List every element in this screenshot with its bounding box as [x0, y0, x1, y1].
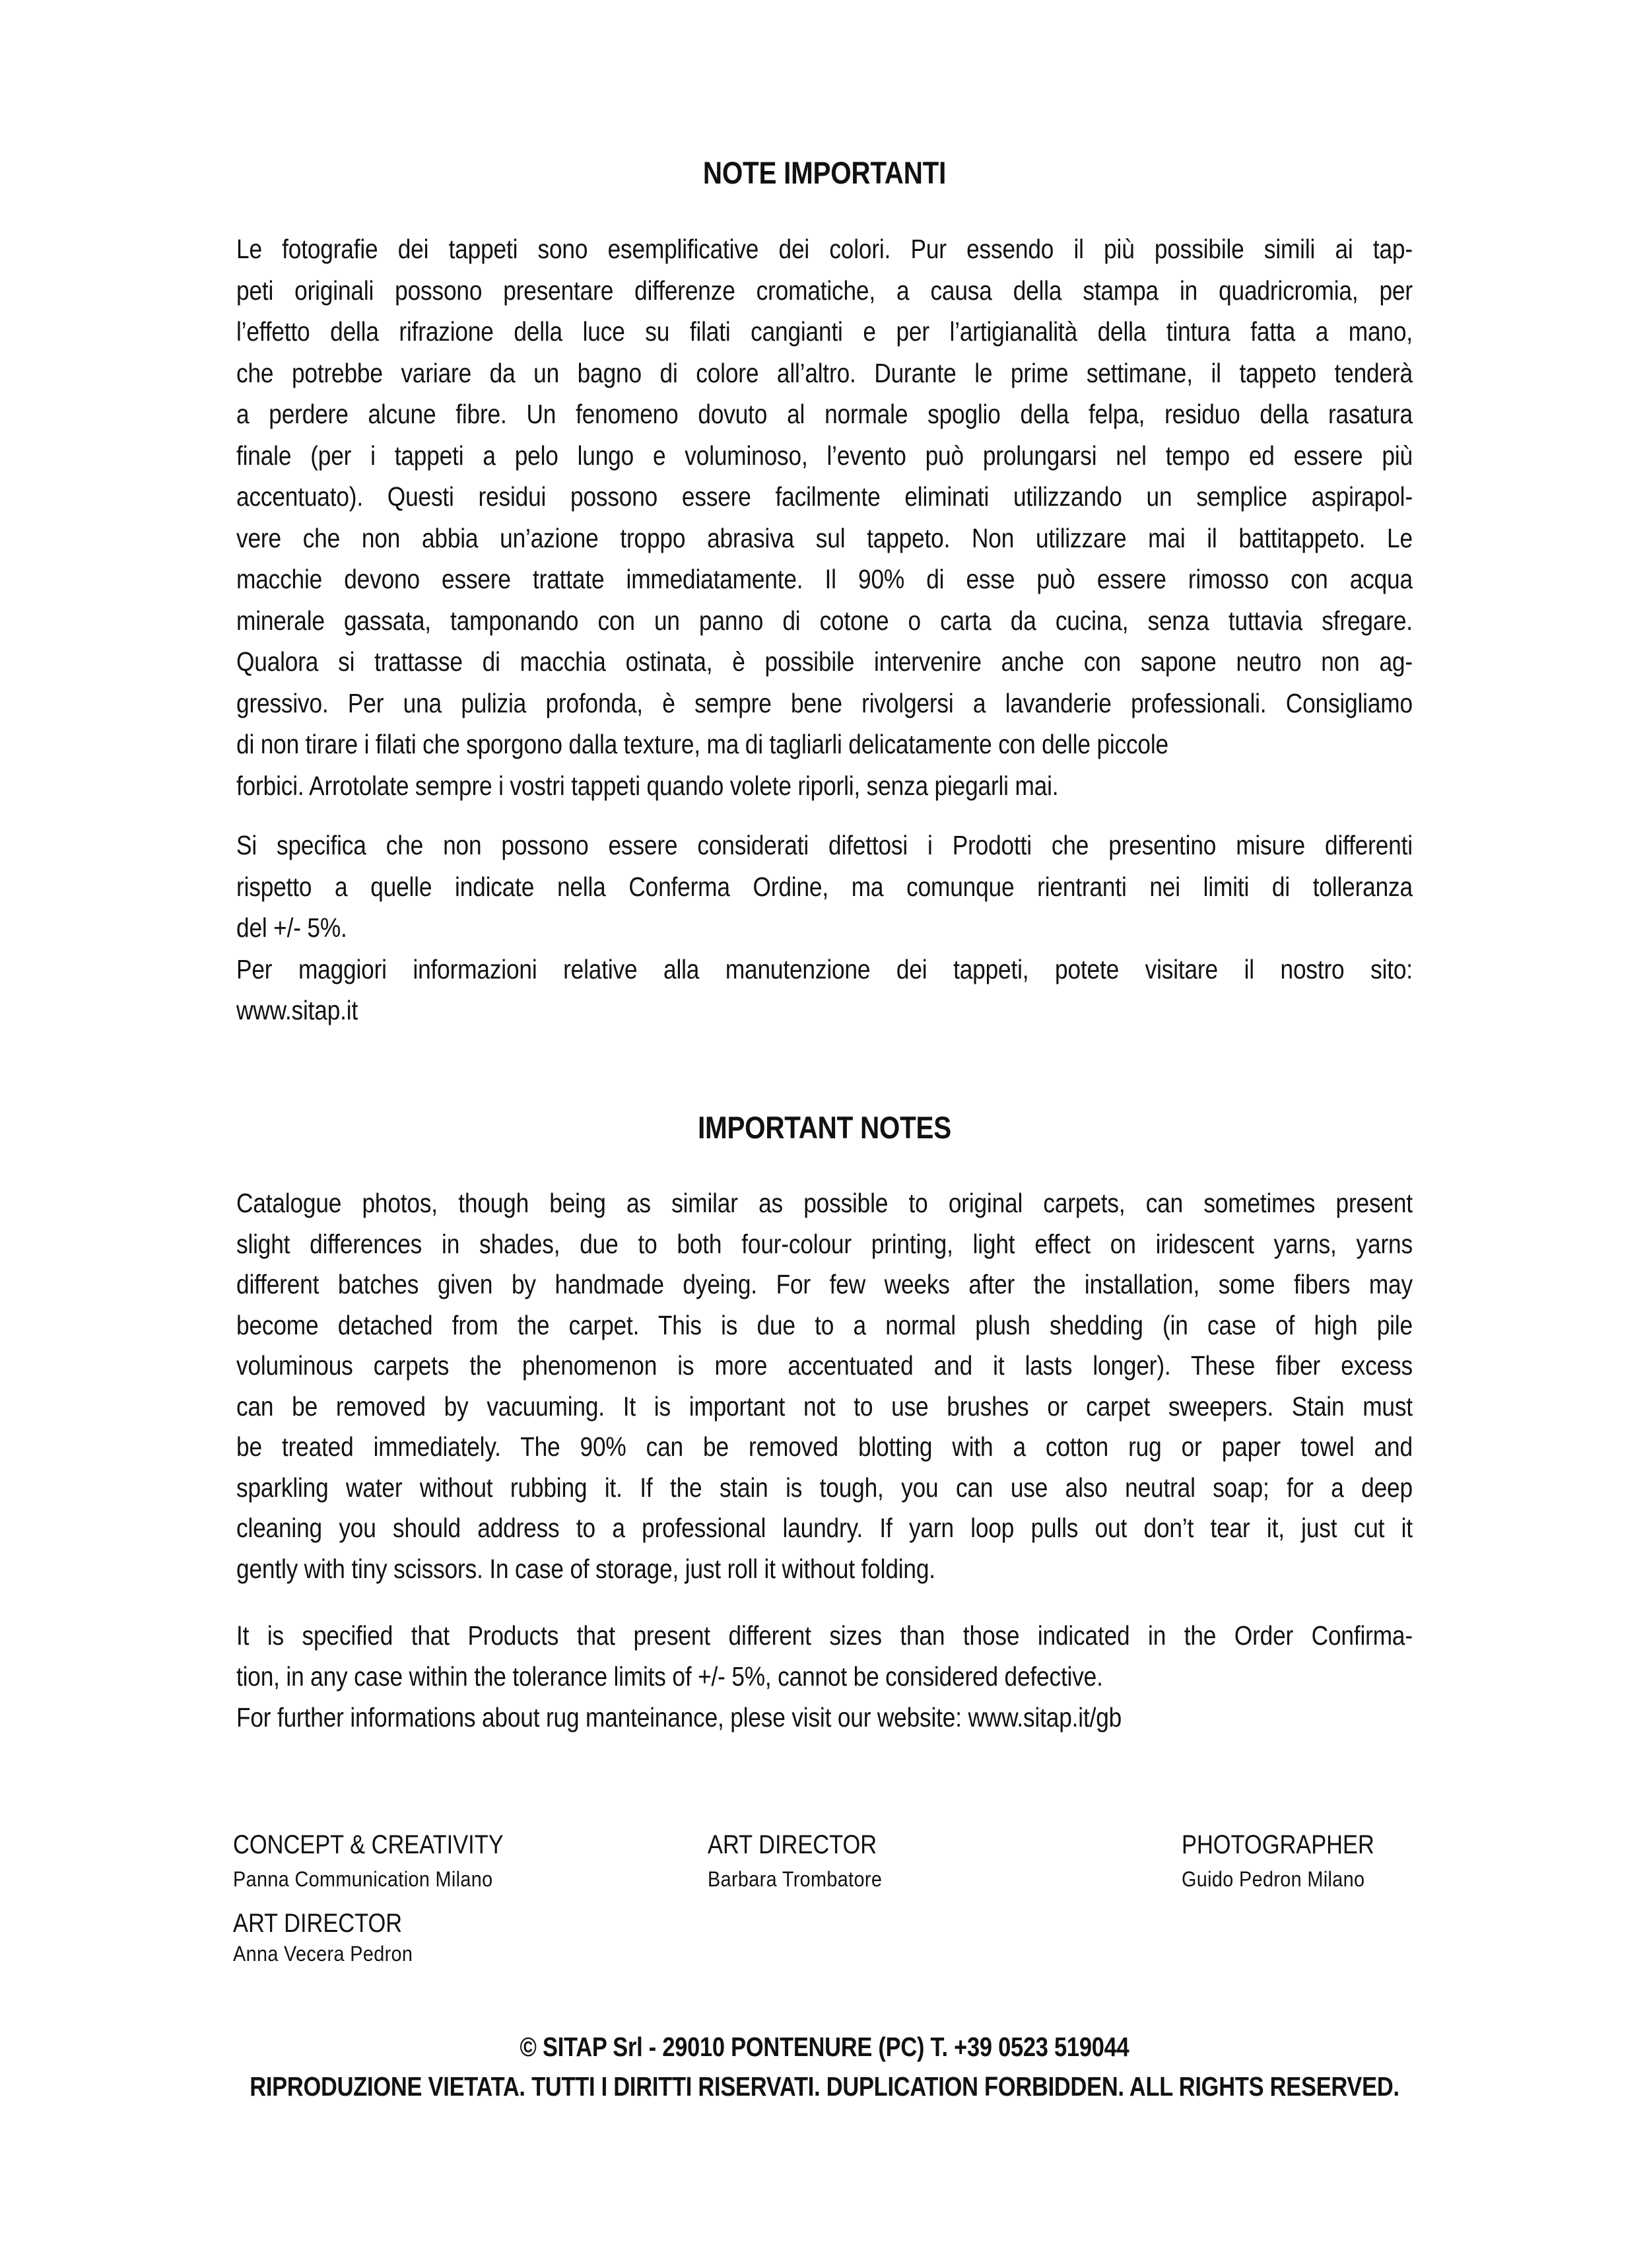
credit-name: Guido Pedron Milano	[1182, 1867, 1365, 1891]
credit-name: Panna Communication Milano	[233, 1867, 493, 1891]
text-line: a perdere alcune fibre. Un fenomeno dovuto al normale spoglio della felpa, residuo della rasatura	[236, 399, 1413, 429]
text-line: finale (per i tappeti a pelo lungo e voluminoso, l’evento può prolungarsi nel tempo ed essere più	[236, 440, 1413, 471]
text-line: sparkling water without rubbing it. If the stain is tough, you can use also neutral soap; for a deep	[236, 1472, 1413, 1503]
text-line: rispetto a quelle indicate nella Conferma Ordine, ma comunque rientranti nei limiti di tolleranza	[236, 872, 1413, 902]
text-line: voluminous carpets the phenomenon is more accentuated and it lasts longer). These fiber excess	[236, 1350, 1413, 1381]
text-line: forbici. Arrotolate sempre i vostri tappeti quando volete riporli, senza piegarli mai.	[236, 771, 1059, 801]
text-line: che potrebbe variare da un bagno di colore all’altro. Durante le prime settimane, il tappeto tenderà	[236, 358, 1413, 388]
credit-role: ART DIRECTOR	[233, 1909, 403, 1938]
credit-role: PHOTOGRAPHER	[1182, 1830, 1374, 1859]
text-line: del +/- 5%.	[236, 912, 347, 943]
text-line: Le fotografie dei tappeti sono esemplificative dei colori. Pur essendo il più possibile simili ai tap-	[236, 234, 1413, 264]
text-line: different batches given by handmade dyeing. For few weeks after the installation, some fibers may	[236, 1269, 1413, 1299]
text-line: can be removed by vacuuming. It is important not to use brushes or carpet sweepers. Stain must	[236, 1391, 1413, 1422]
text-line: become detached from the carpet. This is due to a normal plush shedding (in case of high pile	[236, 1310, 1413, 1340]
text-line: slight differences in shades, due to both four-colour printing, light effect on iridescent yarns, yarns	[236, 1229, 1413, 1259]
credit-role: ART DIRECTOR	[708, 1830, 877, 1859]
credit-role: CONCEPT & CREATIVITY	[233, 1830, 504, 1859]
company-info: © SITAP Srl - 29010 PONTENURE (PC) T. +39 0523 519044	[520, 2032, 1129, 2062]
text-line: peti originali possono presentare differenze cromatiche, a causa della stampa in quadricromia, per	[236, 275, 1413, 306]
website-link-en[interactable]: For further informations about rug manteinance, plese visit our website: www.sitap.it/gb	[236, 1702, 1122, 1733]
text-line: vere che non abbia un’azione troppo abrasiva sul tappeto. Non utilizzare mai il battitappeto. Le	[236, 523, 1413, 553]
text-line: Qualora si trattasse di macchia ostinata, è possibile intervenire anche con sapone neutro non ag-	[236, 646, 1413, 677]
credit-name: Anna Vecera Pedron	[233, 1942, 413, 1966]
rights-notice: RIPRODUZIONE VIETATA. TUTTI I DIRITTI RISERVATI. DUPLICATION FORBIDDEN. ALL RIGHTS RESERVED.	[250, 2071, 1399, 2102]
text-line: Per maggiori informazioni relative alla manutenzione dei tappeti, potete visitare il nostro sito:	[236, 954, 1413, 984]
text-line: accentuato). Questi residui possono essere facilmente eliminati utilizzando un semplice aspirapol-	[236, 481, 1413, 512]
text-line: gently with tiny scissors. In case of storage, just roll it without folding.	[236, 1554, 935, 1584]
text-line: l’effetto della rifrazione della luce su filati cangianti e per l’artigianalità della tintura fatta a mano,	[236, 316, 1413, 347]
website-link-it[interactable]: www.sitap.it	[236, 995, 358, 1025]
text-line: Si specifica che non possono essere considerati difettosi i Prodotti che presentino misure differenti	[236, 830, 1413, 860]
text-line: be treated immediately. The 90% can be removed blotting with a cotton rug or paper towel and	[236, 1431, 1413, 1462]
text-line: It is specified that Products that present different sizes than those indicated in the Order Confirma-	[236, 1620, 1413, 1651]
english-heading: IMPORTANT NOTES	[698, 1110, 951, 1145]
text-line: Catalogue photos, though being as similar as possible to original carpets, can sometimes present	[236, 1188, 1413, 1218]
text-line: minerale gassata, tamponando con un panno di cotone o carta da cucina, senza tuttavia sfregare.	[236, 605, 1413, 636]
credit-name: Barbara Trombatore	[708, 1867, 883, 1891]
italian-heading: NOTE IMPORTANTI	[702, 155, 947, 190]
text-line: cleaning you should address to a professional laundry. If yarn loop pulls out don’t tear it, just cut it	[236, 1513, 1413, 1543]
text-line: macchie devono essere trattate immediatamente. Il 90% di esse può essere rimosso con acqua	[236, 564, 1413, 594]
text-line: di non tirare i filati che sporgono dalla texture, ma di tagliarli delicatamente con delle piccole	[236, 729, 1168, 759]
text-line: tion, in any case within the tolerance limits of +/- 5%, cannot be considered defective.	[236, 1661, 1103, 1692]
text-line: gressivo. Per una pulizia profonda, è sempre bene rivolgersi a lavanderie professionali. Consigliamo	[236, 688, 1413, 718]
